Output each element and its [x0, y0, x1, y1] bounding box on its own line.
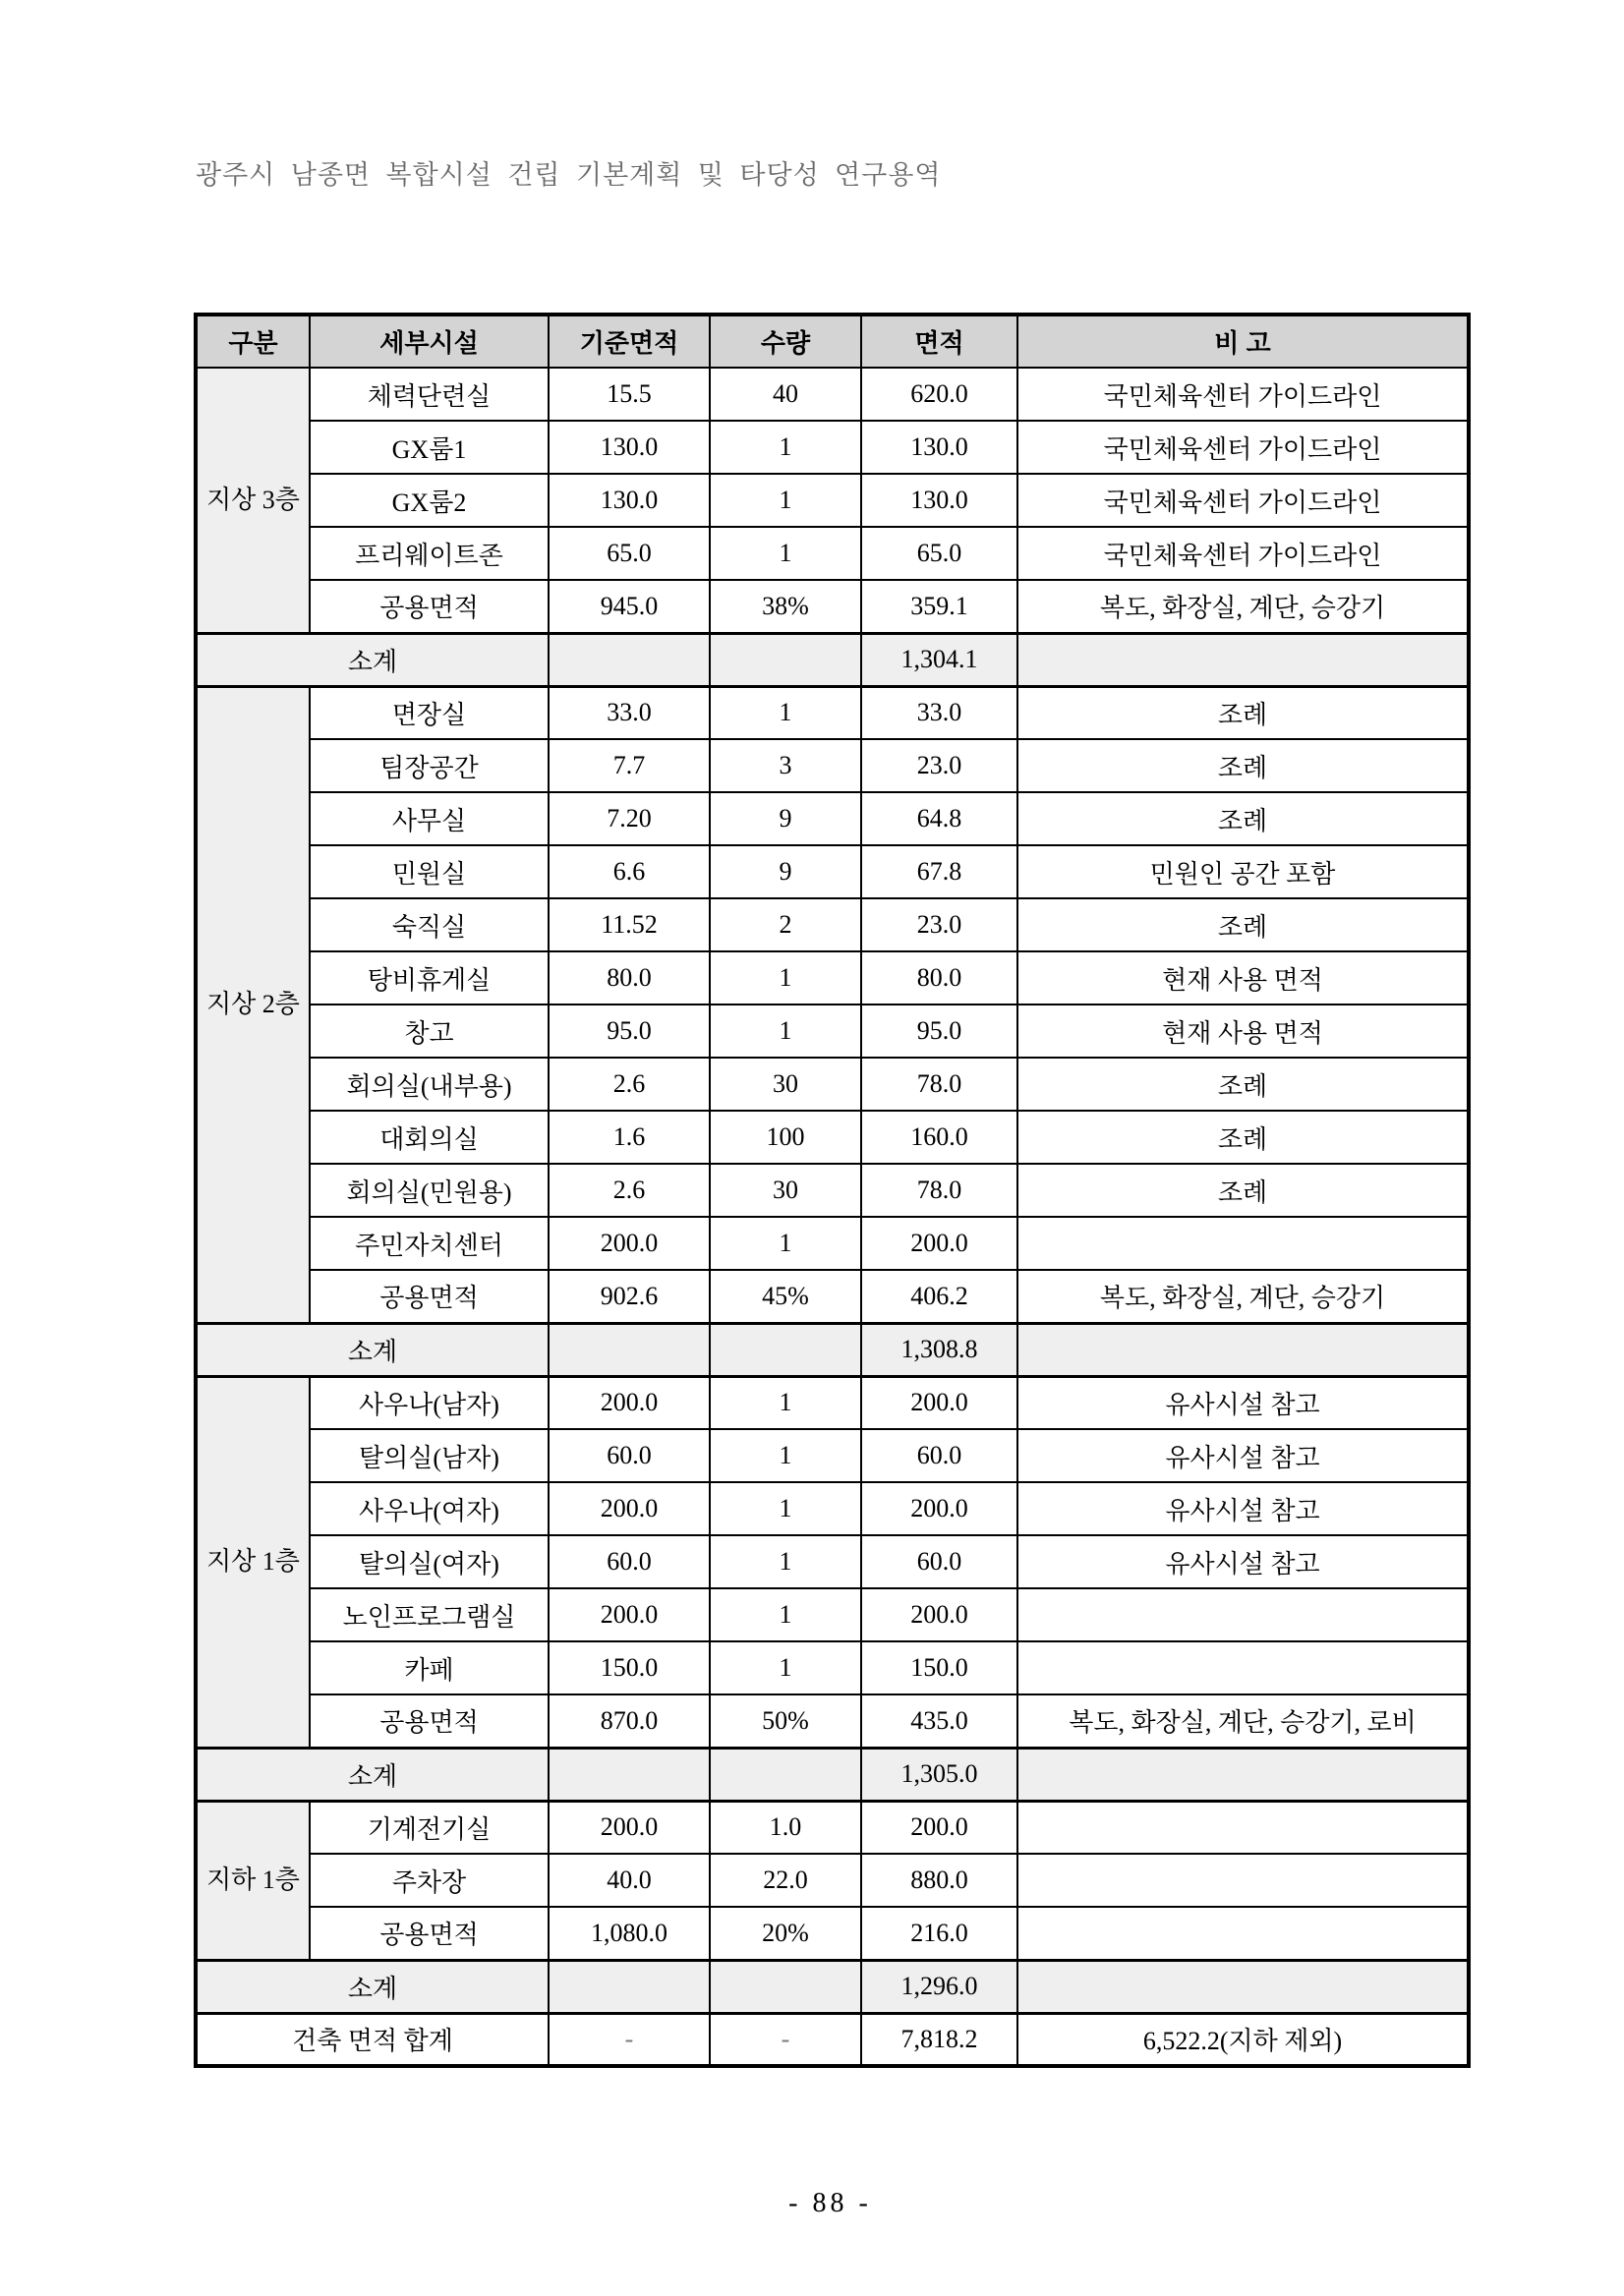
table-row: [196, 580, 1469, 633]
column-header-std-area: 기준면적: [549, 315, 710, 368]
facility-name-cell: GX룸2: [310, 474, 549, 527]
std-area-cell: 200.0: [549, 1482, 710, 1535]
facility-name-cell: 사우나(남자): [310, 1376, 549, 1429]
std-area-cell: 945.0: [549, 580, 710, 633]
facility-name-cell: 탕비휴게실: [310, 951, 549, 1004]
qty-cell: 1: [710, 1641, 861, 1694]
table-row: [196, 1004, 1469, 1058]
facility-name-cell: 사우나(여자): [310, 1482, 549, 1535]
area-cell: 64.8: [861, 792, 1017, 845]
std-area-cell: 902.6: [549, 1270, 710, 1323]
table-row: [196, 898, 1469, 951]
total-std-area-cell: -: [549, 2013, 710, 2066]
std-area-cell: 200.0: [549, 1376, 710, 1429]
remark-cell: 현재 사용 면적: [1017, 1004, 1469, 1058]
std-area-cell: 33.0: [549, 686, 710, 739]
table-row: [196, 1907, 1469, 1960]
table-row: [196, 1376, 1469, 1429]
facility-name-cell: 숙직실: [310, 898, 549, 951]
std-area-cell: 80.0: [549, 951, 710, 1004]
remark-cell: 국민체육센터 가이드라인: [1017, 421, 1469, 474]
subtotal-label-cell: 소계: [196, 633, 549, 686]
qty-cell: 1: [710, 1217, 861, 1270]
remark-cell: 민원인 공간 포함: [1017, 845, 1469, 898]
qty-cell: 1: [710, 1535, 861, 1588]
table-row: [196, 527, 1469, 580]
qty-cell: 2: [710, 898, 861, 951]
qty-cell: 3: [710, 739, 861, 792]
subtotal-label-cell: 소계: [196, 1323, 549, 1376]
subtotal-std-area-cell: [549, 1748, 710, 1801]
remark-cell: 조례: [1017, 739, 1469, 792]
qty-cell: 30: [710, 1058, 861, 1111]
subtotal-row: [196, 1960, 1469, 2013]
area-cell: 200.0: [861, 1376, 1017, 1429]
column-header-qty: 수량: [710, 315, 861, 368]
total-qty-cell: -: [710, 2013, 861, 2066]
subtotal-label-cell: 소계: [196, 1960, 549, 2013]
std-area-cell: 7.7: [549, 739, 710, 792]
qty-cell: 22.0: [710, 1854, 861, 1907]
qty-cell: 1.0: [710, 1801, 861, 1854]
qty-cell: 1: [710, 421, 861, 474]
std-area-cell: 65.0: [549, 527, 710, 580]
std-area-cell: 200.0: [549, 1801, 710, 1854]
std-area-cell: 6.6: [549, 845, 710, 898]
area-cell: 620.0: [861, 368, 1017, 421]
qty-cell: 9: [710, 792, 861, 845]
remark-cell: [1017, 1854, 1469, 1907]
area-cell: 60.0: [861, 1535, 1017, 1588]
remark-cell: 조례: [1017, 1058, 1469, 1111]
remark-cell: 국민체육센터 가이드라인: [1017, 527, 1469, 580]
table-row: [196, 845, 1469, 898]
facility-name-cell: 공용면적: [310, 580, 549, 633]
facility-name-cell: 팀장공간: [310, 739, 549, 792]
area-cell: 33.0: [861, 686, 1017, 739]
facility-name-cell: 탈의실(남자): [310, 1429, 549, 1482]
qty-cell: 1: [710, 1588, 861, 1641]
remark-cell: 조례: [1017, 898, 1469, 951]
facility-name-cell: 민원실: [310, 845, 549, 898]
subtotal-row: [196, 633, 1469, 686]
table-row: [196, 1111, 1469, 1164]
area-cell: 200.0: [861, 1482, 1017, 1535]
area-cell: 160.0: [861, 1111, 1017, 1164]
facility-area-table-wrap: [194, 313, 1471, 2068]
subtotal-qty-cell: [710, 1960, 861, 2013]
std-area-cell: 130.0: [549, 474, 710, 527]
table-row: [196, 686, 1469, 739]
std-area-cell: 60.0: [549, 1429, 710, 1482]
table-row: [196, 1429, 1469, 1482]
area-cell: 67.8: [861, 845, 1017, 898]
subtotal-area-cell: 1,304.1: [861, 633, 1017, 686]
facility-name-cell: 주민자치센터: [310, 1217, 549, 1270]
subtotal-area-cell: 1,308.8: [861, 1323, 1017, 1376]
std-area-cell: 95.0: [549, 1004, 710, 1058]
std-area-cell: 1,080.0: [549, 1907, 710, 1960]
qty-cell: 9: [710, 845, 861, 898]
area-cell: 95.0: [861, 1004, 1017, 1058]
table-row: [196, 1270, 1469, 1323]
std-area-cell: 11.52: [549, 898, 710, 951]
std-area-cell: 150.0: [549, 1641, 710, 1694]
qty-cell: 1: [710, 1376, 861, 1429]
total-label-cell: 건축 면적 합계: [196, 2013, 549, 2066]
facility-name-cell: 회의실(내부용): [310, 1058, 549, 1111]
facility-name-cell: 카페: [310, 1641, 549, 1694]
facility-name-cell: 회의실(민원용): [310, 1164, 549, 1217]
subtotal-remark-cell: [1017, 633, 1469, 686]
remark-cell: [1017, 1588, 1469, 1641]
subtotal-remark-cell: [1017, 1960, 1469, 2013]
table-row: [196, 1164, 1469, 1217]
table-row: [196, 1641, 1469, 1694]
facility-name-cell: 노인프로그램실: [310, 1588, 549, 1641]
facility-name-cell: 공용면적: [310, 1270, 549, 1323]
qty-cell: 1: [710, 1429, 861, 1482]
subtotal-std-area-cell: [549, 1960, 710, 2013]
area-cell: 130.0: [861, 421, 1017, 474]
qty-cell: 20%: [710, 1907, 861, 1960]
floor-group-cell: 지하 1층: [196, 1801, 310, 1960]
remark-cell: 조례: [1017, 1111, 1469, 1164]
remark-cell: 유사시설 참고: [1017, 1376, 1469, 1429]
facility-name-cell: 대회의실: [310, 1111, 549, 1164]
remark-cell: 조례: [1017, 686, 1469, 739]
std-area-cell: 200.0: [549, 1588, 710, 1641]
std-area-cell: 7.20: [549, 792, 710, 845]
document-header-title: 광주시 남종면 복합시설 건립 기본계획 및 타당성 연구용역: [196, 160, 942, 190]
area-cell: 150.0: [861, 1641, 1017, 1694]
qty-cell: 40: [710, 368, 861, 421]
facility-name-cell: 기계전기실: [310, 1801, 549, 1854]
qty-cell: 38%: [710, 580, 861, 633]
area-cell: 200.0: [861, 1217, 1017, 1270]
table-row: [196, 1801, 1469, 1854]
area-cell: 200.0: [861, 1588, 1017, 1641]
facility-name-cell: 창고: [310, 1004, 549, 1058]
facility-name-cell: 프리웨이트존: [310, 527, 549, 580]
subtotal-area-cell: 1,305.0: [861, 1748, 1017, 1801]
subtotal-qty-cell: [710, 1323, 861, 1376]
subtotal-remark-cell: [1017, 1748, 1469, 1801]
remark-cell: 유사시설 참고: [1017, 1482, 1469, 1535]
area-cell: 23.0: [861, 898, 1017, 951]
facility-area-table: [194, 313, 1471, 2068]
subtotal-area-cell: 1,296.0: [861, 1960, 1017, 2013]
facility-name-cell: 공용면적: [310, 1694, 549, 1748]
area-cell: 359.1: [861, 580, 1017, 633]
std-area-cell: 15.5: [549, 368, 710, 421]
total-row: [196, 2013, 1469, 2066]
subtotal-std-area-cell: [549, 633, 710, 686]
table-row: [196, 1854, 1469, 1907]
facility-name-cell: 체력단련실: [310, 368, 549, 421]
column-header-gubun: 구분: [196, 315, 310, 368]
table-row: [196, 792, 1469, 845]
column-header-area: 면적: [861, 315, 1017, 368]
area-cell: 216.0: [861, 1907, 1017, 1960]
subtotal-row: [196, 1323, 1469, 1376]
floor-group-cell: 지상 3층: [196, 368, 310, 633]
area-cell: 78.0: [861, 1058, 1017, 1111]
qty-cell: 30: [710, 1164, 861, 1217]
remark-cell: [1017, 1907, 1469, 1960]
remark-cell: [1017, 1801, 1469, 1854]
table-row: [196, 421, 1469, 474]
facility-name-cell: 탈의실(여자): [310, 1535, 549, 1588]
facility-name-cell: 주차장: [310, 1854, 549, 1907]
subtotal-std-area-cell: [549, 1323, 710, 1376]
table-row: [196, 1058, 1469, 1111]
subtotal-remark-cell: [1017, 1323, 1469, 1376]
subtotal-row: [196, 1748, 1469, 1801]
table-row: [196, 951, 1469, 1004]
table-row: [196, 474, 1469, 527]
std-area-cell: 870.0: [549, 1694, 710, 1748]
std-area-cell: 200.0: [549, 1217, 710, 1270]
qty-cell: 50%: [710, 1694, 861, 1748]
facility-name-cell: 면장실: [310, 686, 549, 739]
remark-cell: 유사시설 참고: [1017, 1535, 1469, 1588]
remark-cell: 국민체육센터 가이드라인: [1017, 368, 1469, 421]
page-number: - 88 -: [788, 2188, 872, 2218]
remark-cell: [1017, 1217, 1469, 1270]
area-cell: 60.0: [861, 1429, 1017, 1482]
total-remark-cell: 6,522.2(지하 제외): [1017, 2013, 1469, 2066]
table-row: [196, 739, 1469, 792]
std-area-cell: 60.0: [549, 1535, 710, 1588]
remark-cell: 현재 사용 면적: [1017, 951, 1469, 1004]
qty-cell: 100: [710, 1111, 861, 1164]
subtotal-label-cell: 소계: [196, 1748, 549, 1801]
remark-cell: 국민체육센터 가이드라인: [1017, 474, 1469, 527]
facility-name-cell: 공용면적: [310, 1907, 549, 1960]
facility-name-cell: 사무실: [310, 792, 549, 845]
table-row: [196, 1588, 1469, 1641]
area-cell: 78.0: [861, 1164, 1017, 1217]
area-cell: 80.0: [861, 951, 1017, 1004]
subtotal-qty-cell: [710, 1748, 861, 1801]
qty-cell: 1: [710, 951, 861, 1004]
floor-group-cell: 지상 2층: [196, 686, 310, 1323]
qty-cell: 1: [710, 527, 861, 580]
std-area-cell: 40.0: [549, 1854, 710, 1907]
table-row: [196, 368, 1469, 421]
area-cell: 23.0: [861, 739, 1017, 792]
area-cell: 65.0: [861, 527, 1017, 580]
remark-cell: [1017, 1641, 1469, 1694]
table-row: [196, 1535, 1469, 1588]
total-area-cell: 7,818.2: [861, 2013, 1017, 2066]
remark-cell: 유사시설 참고: [1017, 1429, 1469, 1482]
table-row: [196, 1217, 1469, 1270]
remark-cell: 조례: [1017, 792, 1469, 845]
qty-cell: 45%: [710, 1270, 861, 1323]
qty-cell: 1: [710, 686, 861, 739]
facility-name-cell: GX룸1: [310, 421, 549, 474]
table-row: [196, 1694, 1469, 1748]
qty-cell: 1: [710, 474, 861, 527]
remark-cell: 조례: [1017, 1164, 1469, 1217]
std-area-cell: 130.0: [549, 421, 710, 474]
area-cell: 435.0: [861, 1694, 1017, 1748]
area-cell: 880.0: [861, 1854, 1017, 1907]
remark-cell: 복도, 화장실, 계단, 승강기, 로비: [1017, 1694, 1469, 1748]
std-area-cell: 2.6: [549, 1058, 710, 1111]
area-cell: 200.0: [861, 1801, 1017, 1854]
qty-cell: 1: [710, 1482, 861, 1535]
std-area-cell: 1.6: [549, 1111, 710, 1164]
area-cell: 406.2: [861, 1270, 1017, 1323]
qty-cell: 1: [710, 1004, 861, 1058]
subtotal-qty-cell: [710, 633, 861, 686]
std-area-cell: 2.6: [549, 1164, 710, 1217]
column-header-facility: 세부시설: [310, 315, 549, 368]
remark-cell: 복도, 화장실, 계단, 승강기: [1017, 580, 1469, 633]
column-header-remark: 비 고: [1017, 315, 1469, 368]
floor-group-cell: 지상 1층: [196, 1376, 310, 1748]
table-header-row: [196, 315, 1469, 368]
area-cell: 130.0: [861, 474, 1017, 527]
table-row: [196, 1482, 1469, 1535]
remark-cell: 복도, 화장실, 계단, 승강기: [1017, 1270, 1469, 1323]
